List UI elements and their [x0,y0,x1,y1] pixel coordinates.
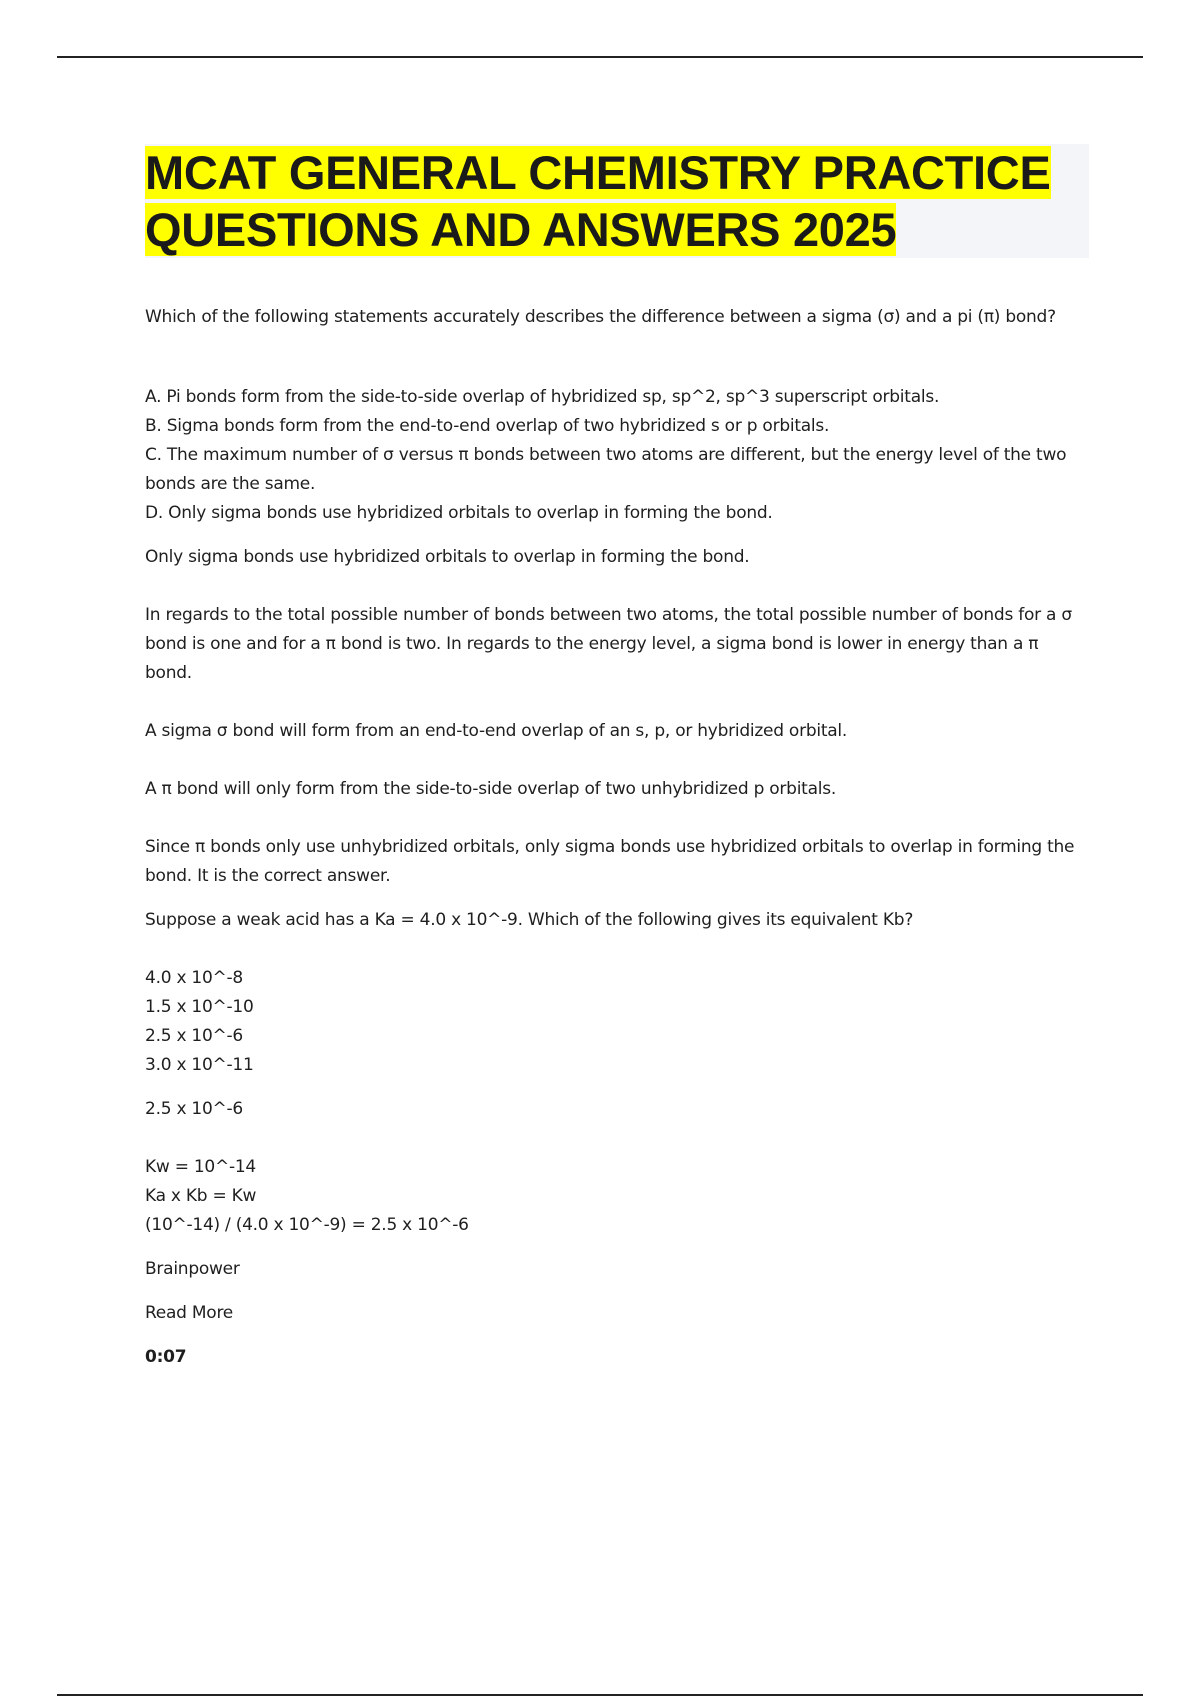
source-label: Brainpower [145,1259,240,1279]
question-1-answer: Only sigma bonds use hybridized orbitals to overlap in forming the bond. [145,547,750,567]
question-2-options [145,964,1090,1080]
title-block [145,144,1089,258]
question-2-option-3: 2.5 x 10^-6 [145,1026,243,1046]
calculation-line-1: Kw = 10^-14 [145,1157,256,1177]
title-line-1: MCAT GENERAL CHEMISTRY PRACTICE [145,146,1051,199]
question-1-option-c: C. The maximum number of σ versus π bonds between two atoms are different, but the energy level of the two bonds are the same. [145,445,1067,494]
question-1-option-b: B. Sigma bonds form from the end-to-end overlap of two hybridized s or p orbitals. [145,416,830,436]
document-title [145,144,1089,258]
question-2-calculation [145,1153,1090,1240]
question-2-option-2: 1.5 x 10^-10 [145,997,254,1017]
audio-timer: 0:07 [145,1347,187,1367]
read-more-link[interactable]: Read More [145,1303,234,1323]
question-2-prompt: Suppose a weak acid has a Ka = 4.0 x 10^-9. Which of the following gives its equivalent Kb? [145,910,914,930]
header-rule [57,56,1143,58]
question-1-explanation-2: A sigma σ bond will form from an end-to-end overlap of an s, p, or hybridized orbital. [145,721,848,741]
question-1-option-d: D. Only sigma bonds use hybridized orbitals to overlap in forming the bond. [145,503,773,523]
footer-rule [57,1694,1143,1696]
question-1-explanation-1: In regards to the total possible number of bonds between two atoms, the total possible number of bonds for a σ bond is one and for a π bond is two. In regards to the energy level, a sigma bond is lower in energy than a π bond. [145,605,1072,683]
document-content [145,144,1090,1372]
question-1-option-a: A. Pi bonds form from the side-to-side overlap of hybridized sp, sp^2, sp^3 superscript orbitals. [145,387,940,407]
title-line-2: QUESTIONS AND ANSWERS 2025 [145,203,897,256]
question-2-option-4: 3.0 x 10^-11 [145,1055,254,1075]
question-1-prompt: Which of the following statements accurately describes the difference between a sigma (σ) and a pi (π) bond? [145,307,1056,327]
question-1-options [145,383,1090,528]
calculation-line-2: Ka x Kb = Kw [145,1186,257,1206]
question-1-explanation-3: A π bond will only form from the side-to-side overlap of two unhybridized p orbitals. [145,779,836,799]
question-2-answer: 2.5 x 10^-6 [145,1099,243,1119]
calculation-line-3: (10^-14) / (4.0 x 10^-9) = 2.5 x 10^-6 [145,1215,469,1235]
question-1-explanation-4: Since π bonds only use unhybridized orbitals, only sigma bonds use hybridized orbitals to overlap in forming the bond. It is the correct answer. [145,837,1075,886]
question-2-option-1: 4.0 x 10^-8 [145,968,243,988]
